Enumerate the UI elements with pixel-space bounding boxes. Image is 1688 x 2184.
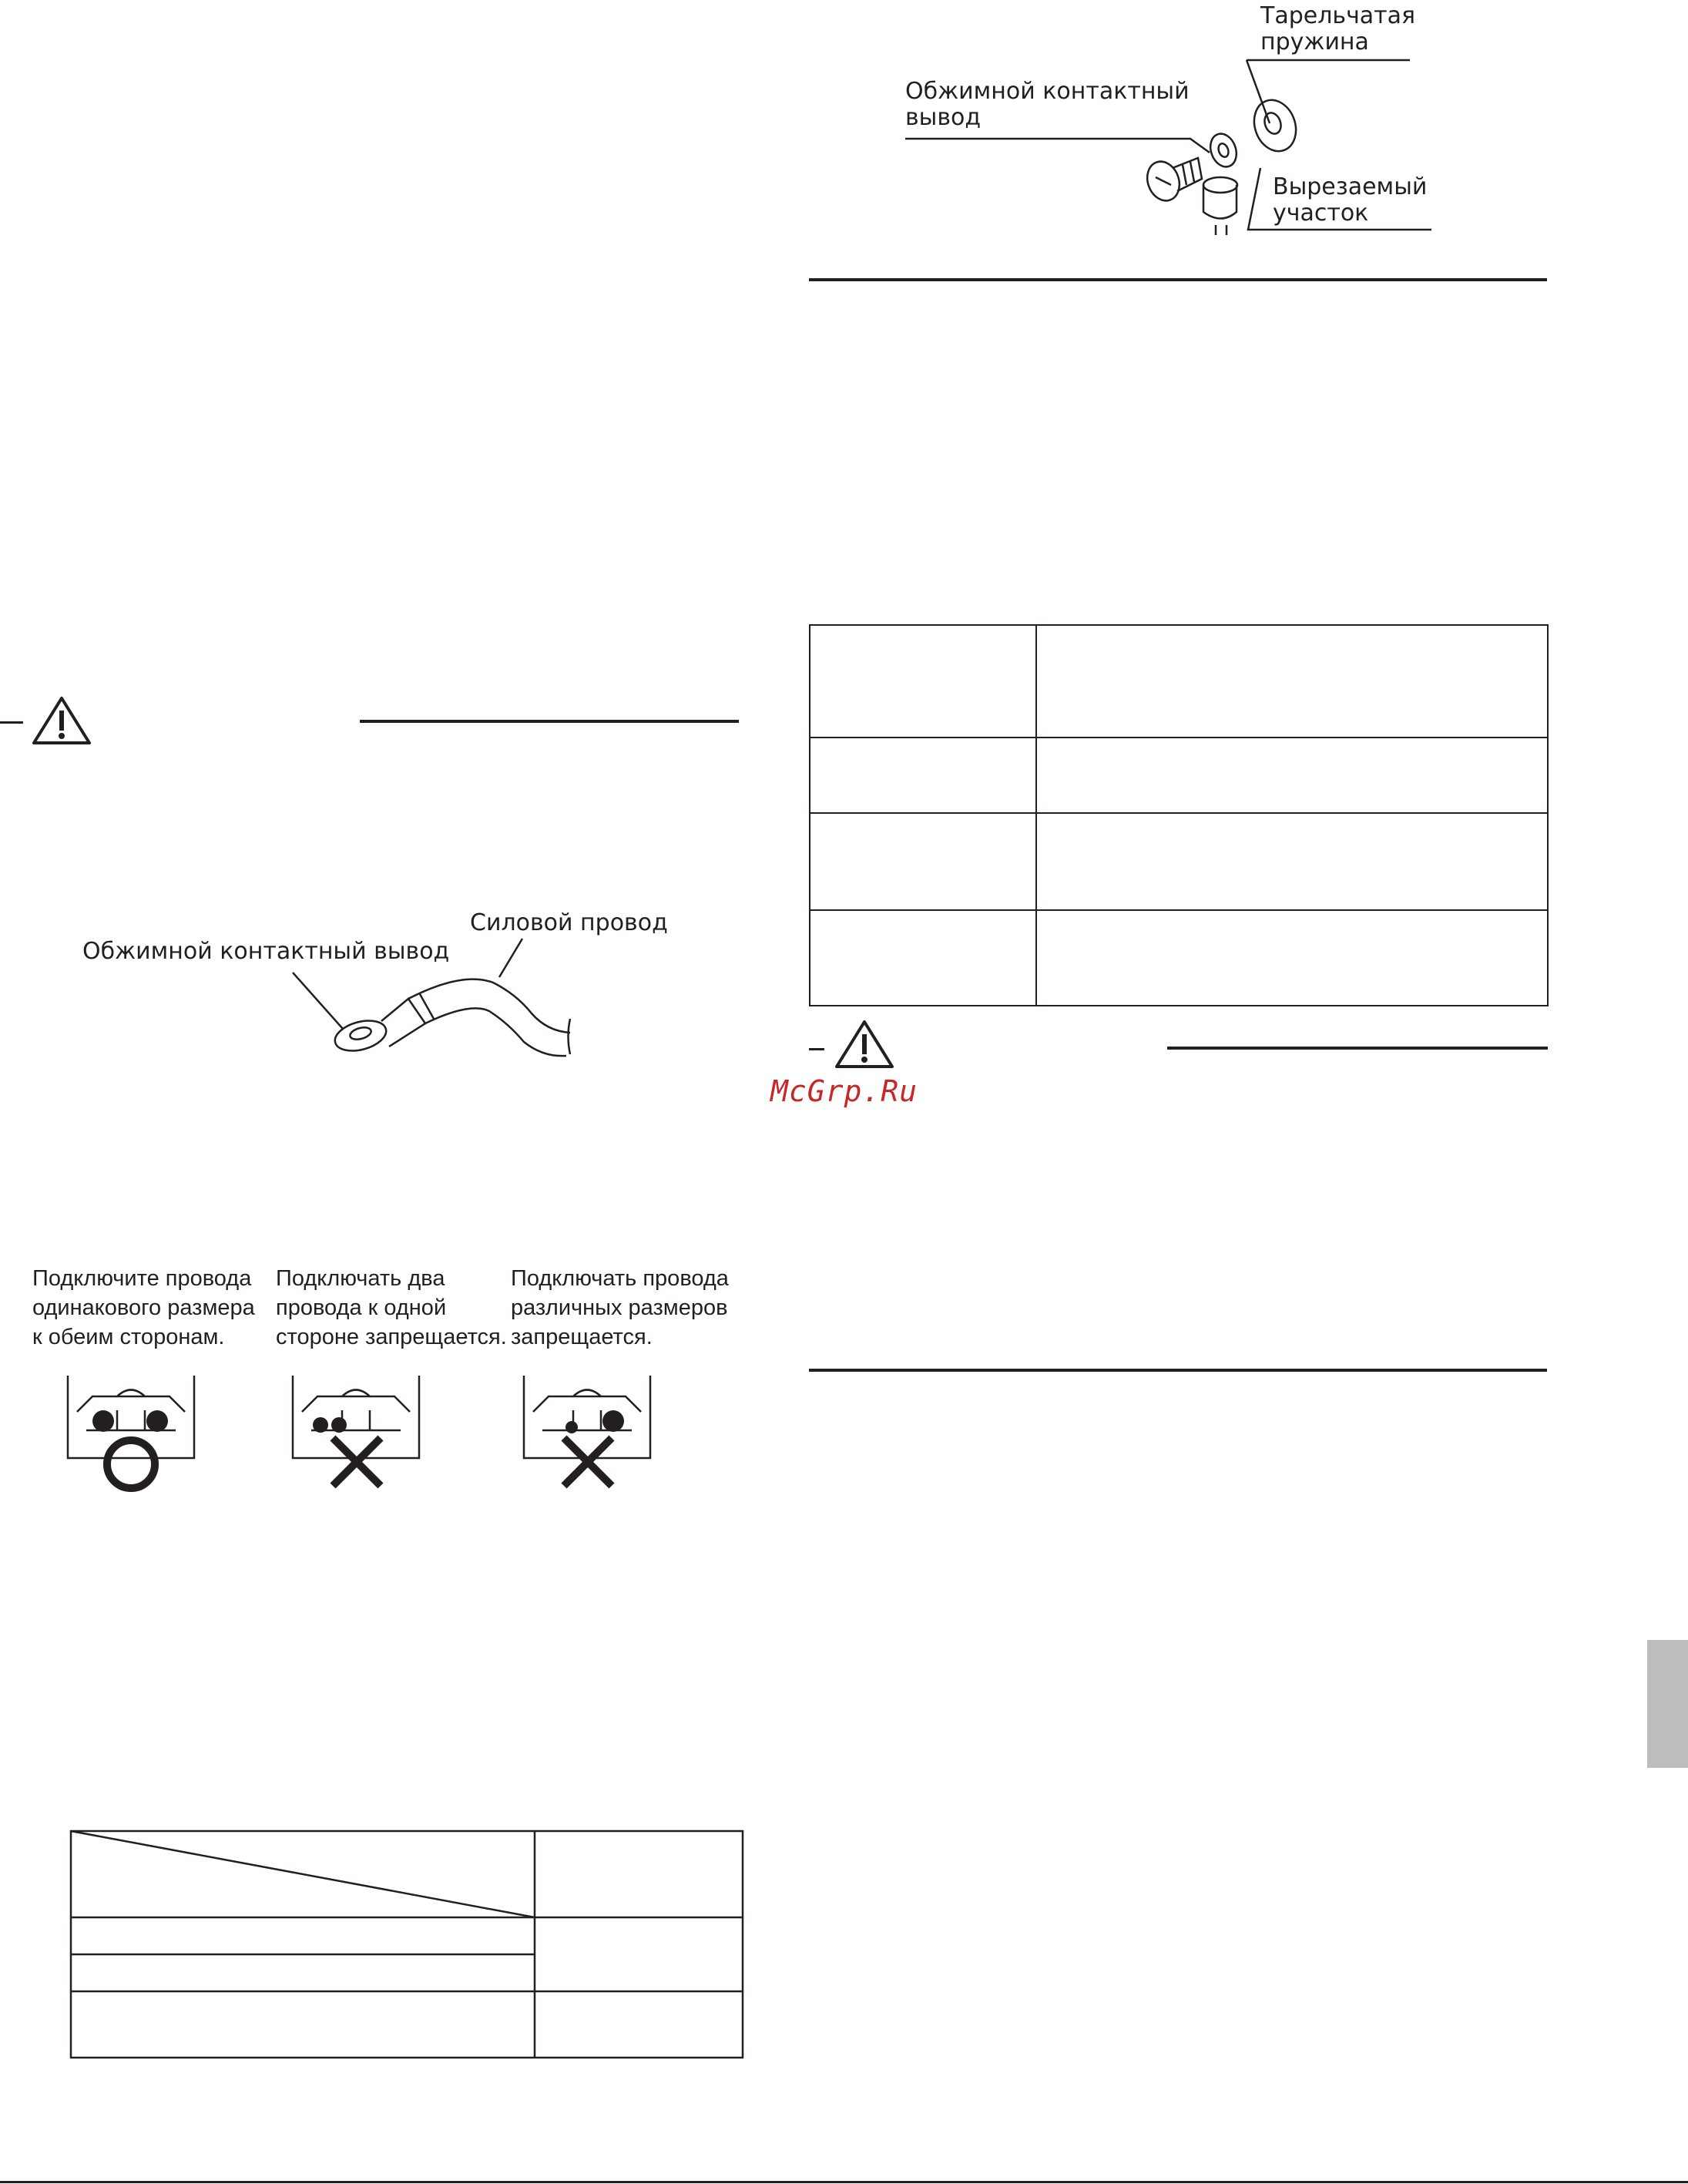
caution-dash-right bbox=[809, 1048, 824, 1050]
warning-triangle-icon bbox=[834, 1019, 895, 1070]
caution-rule-right bbox=[1167, 1047, 1548, 1050]
section-divider-bottom-right bbox=[809, 1369, 1547, 1372]
table-cell bbox=[1036, 738, 1548, 813]
section-divider-top-right bbox=[809, 278, 1547, 281]
spec-table-right bbox=[809, 624, 1549, 1006]
spring-washer-label: Тарельчатая пружина bbox=[1260, 2, 1416, 55]
power-wire-label: Силовой провод bbox=[470, 909, 668, 936]
table-grid bbox=[0, 0, 770, 2081]
crimp-terminal-label: Обжимной контактный вывод bbox=[82, 938, 450, 965]
table-cell bbox=[810, 813, 1036, 910]
table-cell bbox=[1036, 813, 1548, 910]
table-cell bbox=[1036, 625, 1548, 738]
example-caption-1: Подключите провода одинакового размера к обеим сторонам. bbox=[32, 1266, 255, 1349]
page-bottom-rule bbox=[0, 2181, 1688, 2183]
table-cell bbox=[810, 910, 1036, 1006]
table-cell bbox=[810, 738, 1036, 813]
watermark: McGrp.Ru bbox=[770, 1074, 918, 1108]
cut-section-label: Вырезаемый участок bbox=[1273, 173, 1428, 227]
example-caption-2: Подключать два провода к одной стороне запрещается. bbox=[276, 1266, 507, 1349]
table-cell bbox=[1036, 910, 1548, 1006]
crimp-terminal-label-top: Обжимной контактный вывод bbox=[905, 78, 1190, 131]
side-tab-marker bbox=[1647, 1640, 1688, 1768]
table-cell bbox=[810, 625, 1036, 738]
example-caption-3: Подключать провода различных размеров запрещается. bbox=[511, 1266, 729, 1349]
